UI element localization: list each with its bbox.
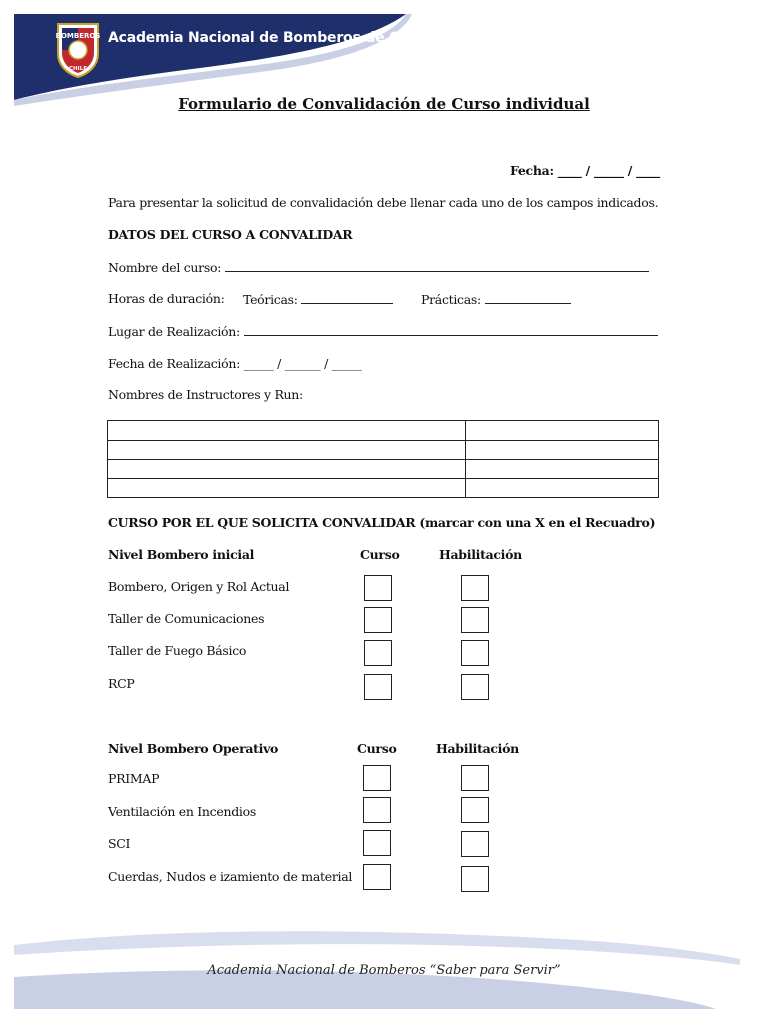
checkbox-curso[interactable] — [363, 864, 391, 890]
table-row — [108, 440, 658, 441]
group2-item-label: PRIMAP — [108, 771, 160, 786]
checkbox-curso[interactable] — [363, 797, 391, 823]
checkbox-curso[interactable] — [364, 674, 392, 700]
practicas-label: Prácticas: — [421, 292, 481, 307]
nombre-curso-blank[interactable] — [225, 259, 649, 272]
group2-title: Nivel Bombero Operativo — [108, 741, 279, 756]
checkbox-habilitacion[interactable] — [461, 797, 489, 823]
fecha-realizacion-field[interactable]: Fecha de Realización: _____ / ______ / _____ — [108, 356, 362, 371]
logo-text: BOMBEROS — [55, 32, 101, 40]
bomberos-logo-icon — [54, 20, 102, 78]
teoricas-field[interactable] — [243, 291, 393, 307]
checkbox-habilitacion[interactable] — [461, 607, 489, 633]
instructores-table[interactable] — [107, 420, 659, 498]
checkbox-curso[interactable] — [363, 830, 391, 856]
table-row — [108, 459, 658, 460]
practicas-blank[interactable] — [485, 291, 571, 304]
group1-item-label: Taller de Comunicaciones — [108, 611, 265, 626]
logo-subtext: CHILE — [69, 66, 87, 72]
table-row — [108, 478, 658, 479]
lugar-blank[interactable] — [244, 323, 658, 336]
group1-col-curso: Curso — [360, 547, 400, 562]
section-heading-datos: DATOS DEL CURSO A CONVALIDAR — [108, 227, 353, 242]
practicas-field[interactable] — [421, 291, 571, 307]
checkbox-curso[interactable] — [364, 575, 392, 601]
group1-item-label: Taller de Fuego Básico — [108, 643, 247, 658]
checkbox-habilitacion[interactable] — [461, 575, 489, 601]
section-heading-convalidar: CURSO POR EL QUE SOLICITA CONVALIDAR (marcar con una X en el Recuadro) — [108, 515, 656, 530]
group2-col-habilitacion: Habilitación — [436, 741, 519, 756]
instruction-text: Para presentar la solicitud de convalidación debe llenar cada uno de los campos indicados. — [108, 195, 659, 210]
org-name: Academia Nacional de Bomberos de Chile — [108, 30, 428, 46]
checkbox-habilitacion[interactable] — [461, 674, 489, 700]
lugar-label: Lugar de Realización: — [108, 324, 240, 339]
teoricas-blank[interactable] — [301, 291, 393, 304]
group2-col-curso: Curso — [357, 741, 397, 756]
footer-tagline: Academia Nacional de Bomberos “Saber para Servir” — [207, 963, 561, 978]
checkbox-habilitacion[interactable] — [461, 866, 489, 892]
horas-label: Horas de duración: — [108, 291, 225, 306]
checkbox-habilitacion[interactable] — [461, 640, 489, 666]
checkbox-habilitacion[interactable] — [461, 765, 489, 791]
checkbox-curso[interactable] — [364, 640, 392, 666]
group2-item-label: Cuerdas, Nudos e izamiento de material — [108, 869, 353, 884]
nombre-curso-field[interactable] — [108, 259, 649, 275]
instructores-label: Nombres de Instructores y Run: — [108, 387, 303, 402]
checkbox-habilitacion[interactable] — [461, 831, 489, 857]
checkbox-curso[interactable] — [364, 607, 392, 633]
table-column-divider — [465, 421, 466, 497]
checkbox-curso[interactable] — [363, 765, 391, 791]
page-title: Formulario de Convalidación de Curso individual — [178, 95, 590, 113]
group1-item-label: Bombero, Origen y Rol Actual — [108, 579, 290, 594]
lugar-field[interactable] — [108, 323, 658, 339]
group2-item-label: SCI — [108, 836, 131, 851]
teoricas-label: Teóricas: — [243, 292, 298, 307]
group1-item-label: RCP — [108, 676, 135, 691]
group1-title: Nivel Bombero inicial — [108, 547, 255, 562]
group1-col-habilitacion: Habilitación — [439, 547, 522, 562]
group2-item-label: Ventilación en Incendios — [108, 804, 256, 819]
nombre-curso-label: Nombre del curso: — [108, 260, 222, 275]
fecha-line: Fecha: ____ / _____ / ____ — [510, 163, 660, 178]
header-banner — [0, 0, 768, 110]
